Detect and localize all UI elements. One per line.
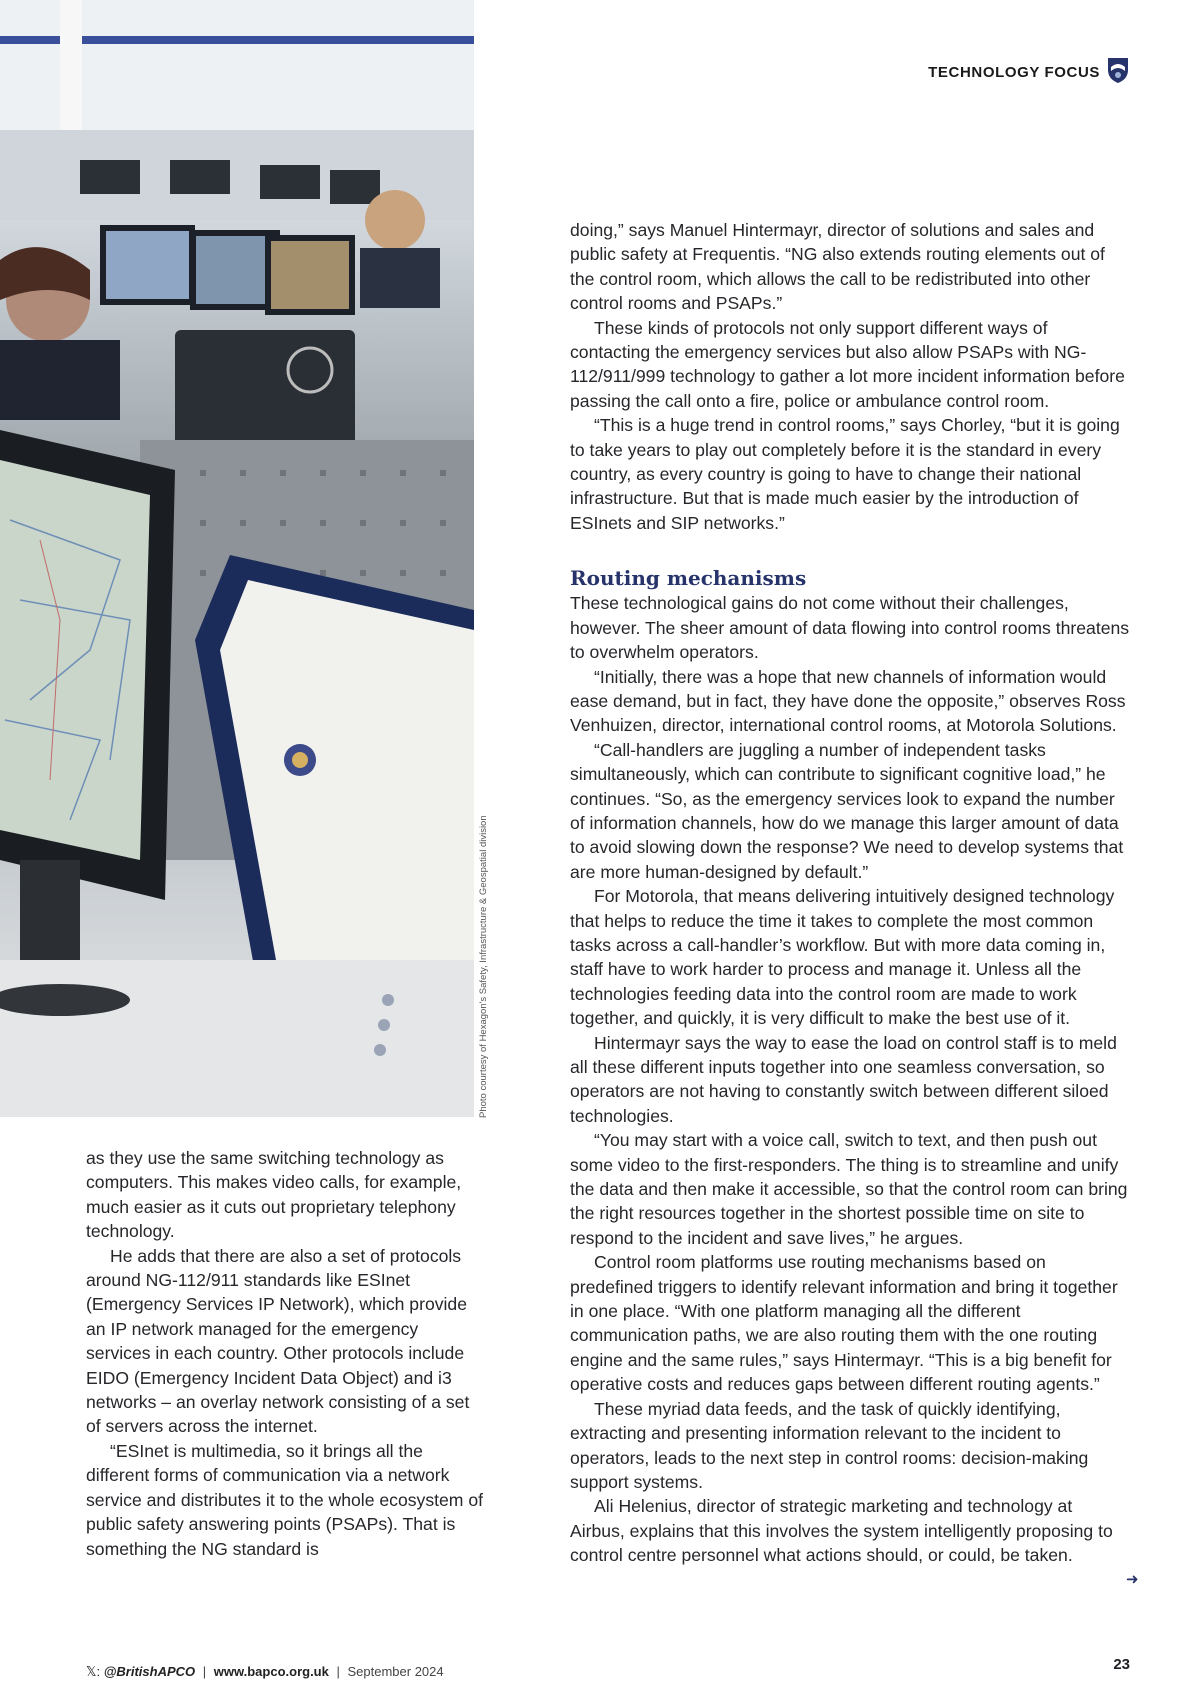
paragraph: “ESInet is multimedia, so it brings all the different forms of communication via a network service and distributes it to the whole ecosystem of public safety answering points (PSAPs). That is something the NG standard is	[86, 1440, 484, 1559]
section-header	[928, 56, 1130, 89]
continue-arrow-icon: ➜	[1126, 1571, 1139, 1588]
photo-credit: Photo courtesy of Hexagon's Safety, Infrastructure & Geospatial division	[478, 815, 489, 1118]
footer-divider: |	[202, 1664, 207, 1679]
paragraph: These kinds of protocols not only support different ways of contacting the emergency services but also allow PSAPs with NG-112/911/999 technology to gather a lot more incident information before passing the call onto a fire, police or ambulance control room.	[570, 317, 1125, 411]
paragraph: Control room platforms use routing mechanisms based on predefined triggers to identify relevant information and bring it together in one place. “With one platform managing all the different communication paths, we are also routing them with the one routing engine and the same rules,” says Hintermayr. “This is a big benefit for operative costs and reduces gaps between different routing agents.”	[570, 1252, 1118, 1395]
page-footer	[86, 1664, 444, 1680]
paragraph: Ali Helenius, director of strategic marketing and technology at Airbus, explains that this involves the system intelligently proposing to control centre personnel what actions should, or could, be taken.	[570, 1496, 1113, 1566]
paragraph: as they use the same switching technology as computers. This makes video calls, for example, much easier as it cuts out proprietary telephony technology.	[86, 1148, 462, 1242]
social-handle-link[interactable]: @BritishAPCO	[103, 1664, 196, 1679]
paragraph: These myriad data feeds, and the task of quickly identifying, extracting and presenting information relevant to the incident to operators, leads to the next step in control rooms: decision-making support systems.	[570, 1398, 1089, 1492]
x-logo-icon: 𝕏:	[86, 1664, 101, 1679]
control-room-photo	[0, 0, 474, 1117]
left-column	[86, 1146, 486, 1561]
section-label: TECHNOLOGY FOCUS	[928, 64, 1100, 81]
paragraph: doing,” says Manuel Hintermayr, director of solutions and sales and public safety at Frequentis. “NG also extends routing elements out of the control room, which allows the call to be redistributed into other control rooms and PSAPs.”	[570, 220, 1105, 314]
right-column	[570, 218, 1130, 1568]
page-number: 23	[1113, 1656, 1130, 1673]
paragraph: “Initially, there was a hope that new channels of information would ease demand, but in fact, they have done the opposite,” observes Ross Venhuizen, director, international control rooms, at Motorola Solutions.	[570, 666, 1126, 736]
paragraph: For Motorola, that means delivering intuitively designed technology that helps to reduce the time it takes to complete the most common tasks across a call-handler’s workflow. But with more data coming in, staff have to work harder to process and manage it. Unless all the technologies feeding data into the control room are made to work together, and quickly, it is very difficult to make the best use of it.	[570, 886, 1115, 1029]
crest-icon	[1106, 56, 1130, 89]
paragraph: Hintermayr says the way to ease the load on control staff is to meld all these different inputs together into one seamless conversation, so operators are not having to constantly switch between different siloed technologies.	[570, 1032, 1117, 1126]
paragraph: “Call-handlers are juggling a number of independent tasks simultaneously, which can contribute to significant cognitive load,” he continues. “So, as the emergency services look to expand the number of information channels, how do we manage this larger amount of data to avoid slowing down the response? We need to develop systems that are more human-designed by default.”	[570, 739, 1124, 882]
paragraph: He adds that there are also a set of protocols around NG-112/911 standards like ESInet (Emergency Services IP Network), which provide an IP network managed for the emergency services in each country. Other protocols include EIDO (Emergency Incident Data Object) and i3 networks – an overlay network consisting of a set of servers across the internet.	[86, 1245, 470, 1437]
photo-illustration	[0, 0, 474, 1117]
paragraph: “This is a huge trend in control rooms,” says Chorley, “but it is going to take years to play out completely before it is the standard in every country, as every country is going to have to change their national infrastructure. But that is made much easier by the introduction of ESInets and SIP networks.”	[570, 415, 1120, 533]
section-subheading: Routing mechanisms	[570, 566, 807, 591]
paragraph: “You may start with a voice call, switch to text, and then push out some video to the first-responders. The thing is to streamline and unify the data and then make it accessible, so that the control room can bring the right resources together in the shortest possible time on site to respond to the incident and save lives,” he argues.	[570, 1130, 1128, 1248]
footer-divider: |	[336, 1664, 340, 1679]
issue-date: September 2024	[347, 1664, 444, 1679]
website-link[interactable]: www.bapco.org.uk	[213, 1664, 329, 1679]
paragraph: These technological gains do not come without their challenges, however. The sheer amount of data flowing into control rooms threatens to overwhelm operators.	[570, 593, 1130, 663]
